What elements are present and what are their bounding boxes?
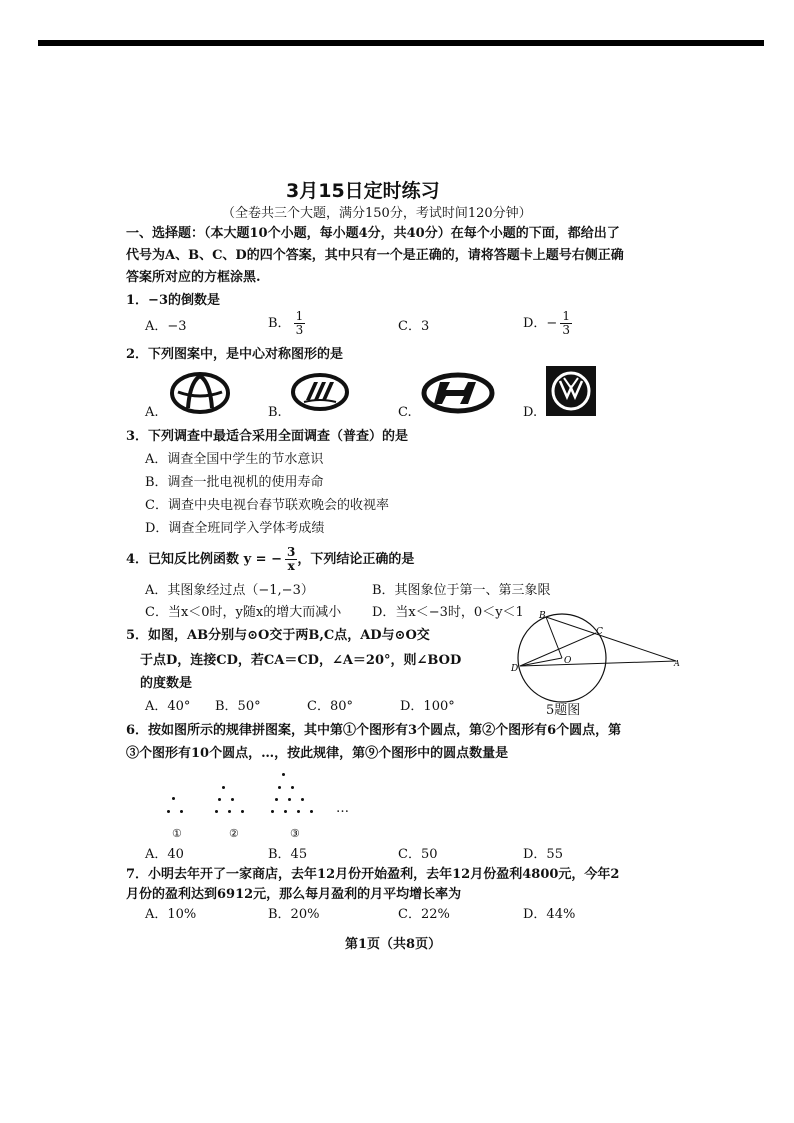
q6-line1: 6．按如图所示的规律拼图案，其中第①个图形有3个圆点，第②个图形有6个圆点，第 — [126, 723, 622, 738]
q5-label-o: O — [564, 656, 572, 666]
q7-option-a: A．10% — [145, 907, 197, 922]
section-intro-line2: 代号为A、B、C、D的四个答案，其中只有一个是正确的，请将答题卡上题号右侧正确 — [126, 248, 624, 263]
q6-figure-label-3: ③ — [290, 827, 300, 840]
q6-option-b: B．45 — [268, 847, 308, 862]
q5-geometry-figure — [508, 608, 688, 708]
q1-option-d-fraction — [560, 310, 572, 337]
numerator: 1 — [562, 309, 570, 323]
q4-option-b: B．其图象位于第一、第三象限 — [372, 583, 551, 598]
q6-figure-label-2: ② — [229, 827, 239, 840]
q3-option-a: A．调查全国中学生的节水意识 — [145, 452, 324, 467]
q5-option-a: A．40° — [145, 699, 191, 714]
numerator: 3 — [286, 545, 296, 559]
section-intro-line3: 答案所对应的方框涂黑. — [126, 270, 261, 285]
page-number-footer: 第1页（共8页） — [345, 937, 442, 952]
q2-stem: 2．下列图案中，是中心对称图形的是 — [126, 347, 344, 362]
q5-label-d: D — [511, 664, 519, 674]
q7-option-c: C．22% — [398, 907, 450, 922]
q6-option-c: C．50 — [398, 847, 438, 862]
top-rule — [38, 40, 764, 46]
q7-line2: 月份的盈利达到6912元，那么每月盈利的月平均增长率为 — [126, 887, 462, 902]
q3-option-d: D．调查全班同学入学体考成绩 — [145, 521, 325, 536]
denominator: 3 — [295, 323, 304, 337]
q1-option-c: C．3 — [398, 319, 430, 334]
numerator: 1 — [295, 309, 304, 323]
q4-fraction — [285, 546, 297, 573]
exam-subtitle: （全卷共三个大题，满分150分，考试时间120分钟） — [222, 206, 532, 221]
q5-line3: 的度数是 — [140, 676, 193, 691]
q4-option-c: C．当x＜0时，y随x的增大而减小 — [145, 605, 342, 620]
q1-option-a: A．−3 — [145, 319, 187, 334]
q2-option-d: D. — [523, 405, 538, 420]
q1-option-b — [268, 310, 305, 337]
q5-line2: 于点D，连接CD，若CA＝CD，∠A＝20°，则∠BOD — [140, 653, 462, 668]
q4-option-d: D．当x＜−3时，0＜y＜1 — [372, 605, 524, 620]
q1-option-b-label: B． — [268, 316, 291, 331]
logo-a-icon — [168, 370, 232, 416]
q3-stem: 3．下列调查中最适合采用全面调查（普查）的是 — [126, 429, 409, 444]
q1-stem: 1．−3的倒数是 — [126, 293, 220, 308]
q6-ellipsis: … — [336, 801, 349, 816]
q5-label-b: B — [539, 611, 546, 621]
page-title: 3月15日定时练习 — [286, 180, 440, 202]
q4-stem-post: ，下列结论正确的是 — [297, 552, 415, 567]
q3-option-b: B．调查一批电视机的使用寿命 — [145, 475, 324, 490]
denominator: x — [287, 559, 295, 573]
q6-line2: ③个图形有10个圆点，…，按此规律，第⑨个图形中的圆点数量是 — [126, 746, 509, 761]
q5-line1: 5．如图，AB分别与⊙O交于两B,C点，AD与⊙O交 — [126, 628, 430, 643]
q2-option-a: A. — [145, 405, 159, 420]
q3-option-c: C．调查中央电视台春节联欢晚会的收视率 — [145, 498, 389, 513]
q5-figure-caption: 5题图 — [546, 703, 581, 718]
q4-stem — [126, 546, 414, 573]
q1-option-d — [523, 310, 572, 337]
q1-option-d-label: D．− — [523, 316, 558, 331]
q5-option-c: C．80° — [307, 699, 353, 714]
denominator: 3 — [562, 323, 570, 337]
q5-option-b: B．50° — [215, 699, 261, 714]
logo-c-icon — [420, 372, 496, 414]
q2-option-c: C. — [398, 405, 412, 420]
q2-option-b: B. — [268, 405, 282, 420]
q6-option-d: D．55 — [523, 847, 563, 862]
q1-option-b-fraction — [294, 310, 306, 337]
q7-option-b: B．20% — [268, 907, 320, 922]
logo-d-icon — [546, 366, 596, 416]
q6-option-a: A．40 — [145, 847, 184, 862]
section-intro-line1: 一、选择题：（本大题10个小题，每小题4分，共40分）在每个小题的下面，都给出了 — [126, 226, 620, 241]
q4-stem-pre: 4．已知反比例函数 y = − — [126, 552, 282, 567]
q7-line1: 7．小明去年开了一家商店，去年12月份开始盈利，去年12月份盈利4800元，今年2 — [126, 867, 620, 882]
q5-label-a: A — [674, 659, 680, 668]
q5-option-d: D．100° — [400, 699, 455, 714]
q7-option-d: D．44% — [523, 907, 576, 922]
q5-label-c: C — [596, 627, 603, 637]
q6-figure-label-1: ① — [172, 827, 182, 840]
logo-b-icon — [290, 372, 350, 412]
q4-option-a: A．其图象经过点（−1,−3） — [145, 583, 314, 598]
